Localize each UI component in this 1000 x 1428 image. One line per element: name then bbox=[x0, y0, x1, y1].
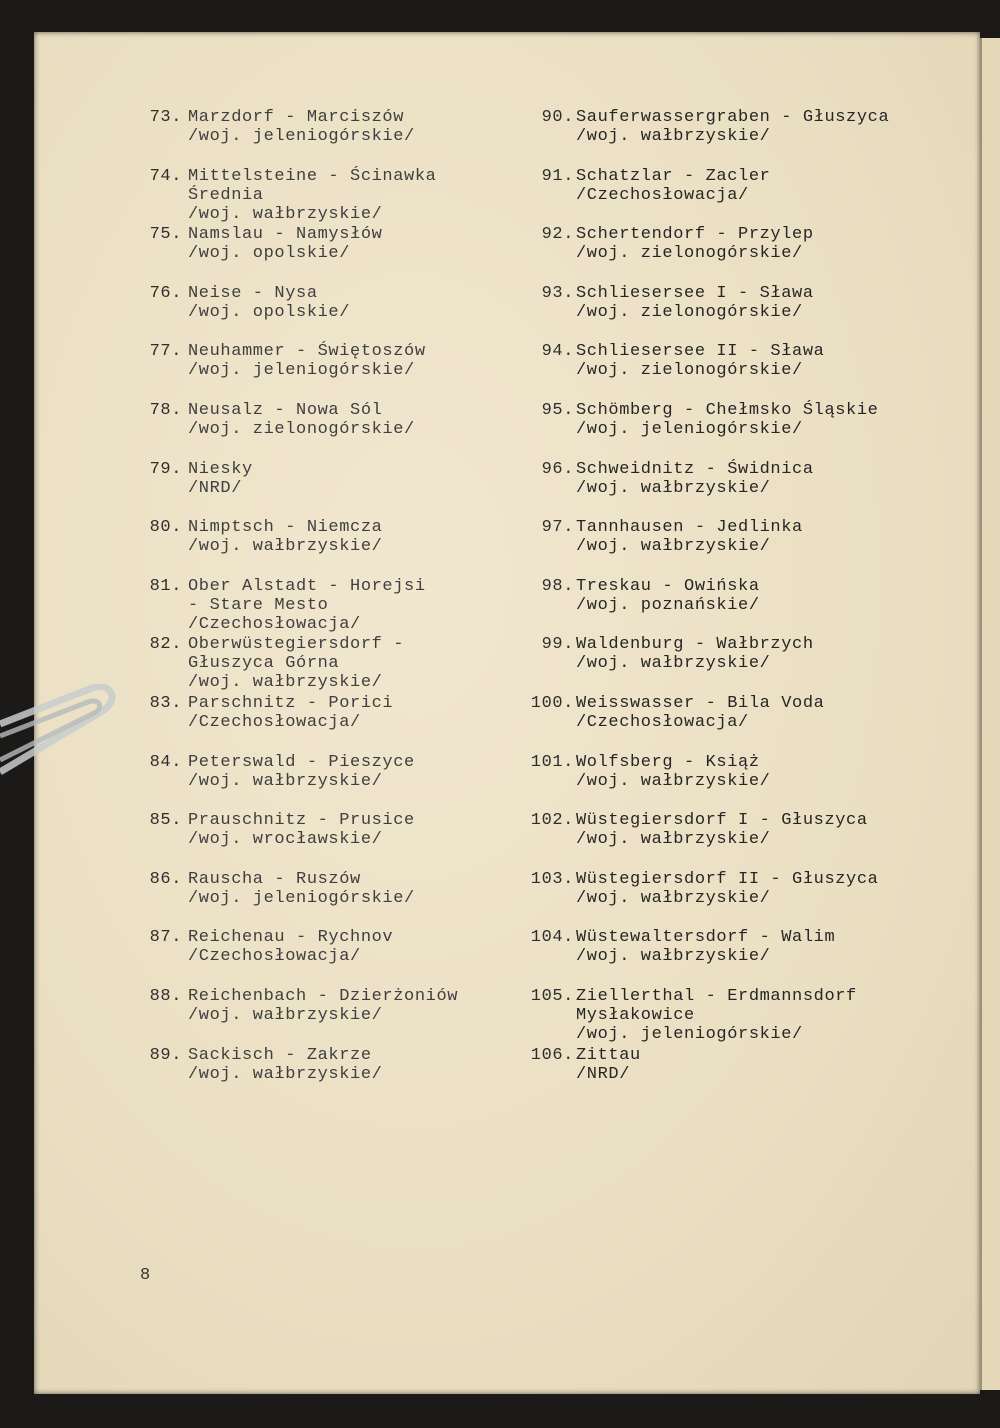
entry-line: /woj. wałbrzyskie/ bbox=[576, 127, 771, 146]
entry-line: Rauscha - Ruszów bbox=[188, 869, 361, 889]
entry-line: /woj. wałbrzyskie/ bbox=[576, 537, 771, 557]
right-column bbox=[526, 108, 946, 1104]
list-item bbox=[138, 694, 518, 753]
list-item bbox=[526, 460, 946, 519]
entry-line: /woj. zielonogórskie/ bbox=[576, 302, 803, 322]
entry-line: /Czechosłowacja/ bbox=[188, 712, 361, 732]
list-item bbox=[138, 928, 518, 987]
entry-number: 87. bbox=[149, 928, 182, 948]
page-number: 8 bbox=[140, 1266, 151, 1285]
entry-number: 97. bbox=[541, 518, 574, 538]
entry-line: Schertendorf - Przylep bbox=[576, 225, 814, 245]
list-item bbox=[138, 225, 518, 284]
entry-text bbox=[188, 635, 404, 692]
entry-number: 98. bbox=[541, 576, 574, 596]
list-item bbox=[526, 401, 946, 460]
entry-line: /woj. poznańskie/ bbox=[576, 595, 760, 615]
entry-number: 81. bbox=[149, 576, 182, 596]
entry-number: 83. bbox=[149, 693, 182, 713]
entry-text bbox=[576, 635, 814, 673]
entry-text bbox=[576, 167, 770, 205]
entry-line: /woj. wałbrzyskie/ bbox=[188, 204, 383, 224]
entry-text bbox=[188, 577, 426, 634]
list-item bbox=[138, 811, 518, 870]
left-column bbox=[138, 108, 518, 1104]
entry-number: 93. bbox=[541, 283, 574, 303]
entry-number: 89. bbox=[149, 1045, 182, 1065]
entry-line: Ober Alstadt - Horejsi bbox=[188, 576, 426, 596]
list-item bbox=[138, 635, 518, 694]
entry-text bbox=[188, 811, 415, 849]
entry-text bbox=[188, 401, 415, 439]
entry-line: Wüstewaltersdorf - Walim bbox=[576, 928, 836, 948]
entry-line: /NRD/ bbox=[188, 478, 243, 498]
entry-number: 102. bbox=[530, 811, 574, 831]
entry-line: Niesky bbox=[188, 459, 253, 479]
list-item bbox=[526, 987, 946, 1046]
list-item bbox=[138, 870, 518, 929]
entry-line: - Stare Mesto bbox=[188, 595, 329, 615]
entry-number: 80. bbox=[149, 518, 182, 538]
entry-number: 86. bbox=[149, 869, 182, 889]
entry-text bbox=[188, 928, 393, 966]
list-item bbox=[526, 928, 946, 987]
entry-line: /woj. wałbrzyskie/ bbox=[188, 673, 383, 693]
entry-line: Ziellerthal - Erdmannsdorf bbox=[576, 986, 857, 1006]
entry-line: /woj. jeleniogórskie/ bbox=[188, 127, 415, 146]
entry-text bbox=[188, 518, 382, 556]
entry-number: 95. bbox=[541, 400, 574, 420]
entry-line: /woj. jeleniogórskie/ bbox=[188, 888, 415, 908]
entry-text bbox=[576, 401, 878, 439]
entry-number: 103. bbox=[530, 869, 574, 889]
list-item bbox=[526, 811, 946, 870]
entry-number: 90. bbox=[541, 108, 574, 127]
entry-line: Wüstegiersdorf II - Głuszyca bbox=[576, 869, 879, 889]
entry-line: Schömberg - Chełmsko Śląskie bbox=[576, 400, 879, 420]
entry-text bbox=[576, 811, 868, 849]
entry-line: Reichenau - Rychnov bbox=[188, 928, 394, 948]
entry-line: /woj. wałbrzyskie/ bbox=[576, 771, 771, 791]
entry-line: /woj. jeleniogórskie/ bbox=[576, 1024, 803, 1044]
entry-line: /woj. zielonogórskie/ bbox=[188, 419, 415, 439]
adjacent-page-edge bbox=[980, 38, 1000, 1390]
entry-number: 105. bbox=[530, 986, 574, 1006]
entry-line: /woj. wałbrzyskie/ bbox=[188, 537, 383, 557]
list-item bbox=[526, 694, 946, 753]
entry-line: Nimptsch - Niemcza bbox=[188, 518, 383, 538]
list-item bbox=[138, 167, 518, 226]
entry-line: /woj. wrocławskie/ bbox=[188, 830, 383, 850]
entry-number: 73. bbox=[149, 108, 182, 127]
entry-number: 106. bbox=[530, 1045, 574, 1065]
entry-line: /woj. jeleniogórskie/ bbox=[188, 361, 415, 381]
list-item bbox=[138, 284, 518, 343]
entry-line: /woj. wałbrzyskie/ bbox=[188, 1064, 383, 1084]
list-item bbox=[138, 342, 518, 401]
entry-text bbox=[188, 460, 253, 498]
entry-number: 78. bbox=[149, 400, 182, 420]
entry-line: Neise - Nysa bbox=[188, 283, 318, 303]
entry-number: 76. bbox=[149, 283, 182, 303]
entry-number: 92. bbox=[541, 225, 574, 245]
list-item bbox=[138, 753, 518, 812]
entry-text bbox=[188, 1046, 382, 1084]
entry-line: Neuhammer - Świętoszów bbox=[188, 342, 426, 362]
entry-text bbox=[188, 987, 458, 1025]
entry-line: Sackisch - Zakrze bbox=[188, 1045, 372, 1065]
list-item bbox=[138, 987, 518, 1046]
entry-line: Weisswasser - Bila Voda bbox=[576, 693, 825, 713]
entry-line: Tannhausen - Jedlinka bbox=[576, 518, 803, 538]
entry-text bbox=[576, 928, 835, 966]
entry-line: /woj. wałbrzyskie/ bbox=[188, 771, 383, 791]
entry-line: /woj. wałbrzyskie/ bbox=[576, 478, 771, 498]
entry-text bbox=[188, 108, 415, 146]
entry-line: Schliesersee I - Sława bbox=[576, 283, 814, 303]
list-item bbox=[138, 518, 518, 577]
entry-line: Oberwüstegiersdorf - bbox=[188, 635, 405, 655]
entry-line: /Czechosłowacja/ bbox=[576, 712, 749, 732]
entry-number: 88. bbox=[149, 986, 182, 1006]
list-item bbox=[526, 108, 946, 167]
entry-line: Schweidnitz - Świdnica bbox=[576, 459, 814, 479]
entry-number: 82. bbox=[149, 635, 182, 655]
entry-text bbox=[576, 460, 814, 498]
entry-line: Sauferwassergraben - Głuszyca bbox=[576, 108, 890, 127]
list-item bbox=[138, 1046, 518, 1105]
paperclip-icon bbox=[0, 684, 120, 804]
entry-number: 99. bbox=[541, 635, 574, 655]
entry-number: 94. bbox=[541, 342, 574, 362]
list-item bbox=[526, 1046, 946, 1105]
list-item bbox=[138, 401, 518, 460]
entry-text bbox=[576, 284, 814, 322]
entry-line: /woj. wałbrzyskie/ bbox=[576, 888, 771, 908]
entry-number: 101. bbox=[530, 752, 574, 772]
entry-text bbox=[188, 694, 393, 732]
entry-number: 100. bbox=[530, 693, 574, 713]
entry-line: /Czechosłowacja/ bbox=[188, 947, 361, 967]
entry-line: Wolfsberg - Książ bbox=[576, 752, 760, 772]
entry-text bbox=[188, 342, 426, 380]
entry-text bbox=[576, 342, 824, 380]
entry-line: /woj. wałbrzyskie/ bbox=[188, 1005, 383, 1025]
entry-line: /woj. opolskie/ bbox=[188, 244, 351, 264]
entry-line: Peterswald - Pieszyce bbox=[188, 752, 415, 772]
entry-number: 96. bbox=[541, 459, 574, 479]
list-item bbox=[526, 577, 946, 636]
entry-line: Neusalz - Nowa Sól bbox=[188, 400, 383, 420]
entry-line: /NRD/ bbox=[576, 1064, 631, 1084]
entry-line: /woj. zielonogórskie/ bbox=[576, 244, 803, 264]
entry-line: /woj. wałbrzyskie/ bbox=[576, 947, 771, 967]
entry-number: 85. bbox=[149, 811, 182, 831]
list-item bbox=[526, 518, 946, 577]
entry-text bbox=[188, 284, 350, 322]
entry-text bbox=[576, 108, 889, 146]
entry-text bbox=[576, 518, 803, 556]
entry-text bbox=[576, 753, 770, 791]
entry-number: 75. bbox=[149, 225, 182, 245]
entry-text bbox=[576, 870, 878, 908]
entry-line: Prauschnitz - Prusice bbox=[188, 811, 415, 831]
entry-line: /woj. wałbrzyskie/ bbox=[576, 830, 771, 850]
list-item bbox=[138, 460, 518, 519]
entry-number: 84. bbox=[149, 752, 182, 772]
entry-line: Zittau bbox=[576, 1045, 641, 1065]
list-item bbox=[138, 577, 518, 636]
entry-number: 91. bbox=[541, 166, 574, 186]
entry-line: /woj. wałbrzyskie/ bbox=[576, 654, 771, 674]
entry-text bbox=[188, 225, 382, 263]
entry-line: /Czechosłowacja/ bbox=[576, 185, 749, 205]
entry-number: 77. bbox=[149, 342, 182, 362]
entry-line: Treskau - Owińska bbox=[576, 576, 760, 596]
entry-line: /woj. jeleniogórskie/ bbox=[576, 419, 803, 439]
list-item bbox=[526, 753, 946, 812]
entry-text bbox=[188, 167, 436, 224]
entry-text bbox=[576, 987, 857, 1044]
entry-line: Namslau - Namysłów bbox=[188, 225, 383, 245]
entry-text bbox=[576, 577, 760, 615]
entry-line: Głuszyca Górna bbox=[188, 654, 340, 674]
entry-text bbox=[576, 694, 824, 732]
entry-text bbox=[188, 870, 415, 908]
list-item bbox=[526, 225, 946, 284]
entry-text bbox=[576, 1046, 641, 1084]
entry-line: Schliesersee II - Sława bbox=[576, 342, 825, 362]
entry-line: Mysłakowice bbox=[576, 1005, 695, 1025]
list-item bbox=[526, 342, 946, 401]
entry-text bbox=[188, 753, 415, 791]
entry-line: /woj. zielonogórskie/ bbox=[576, 361, 803, 381]
entry-line: Reichenbach - Dzierżoniów bbox=[188, 986, 459, 1006]
entry-number: 74. bbox=[149, 166, 182, 186]
entry-line: Wüstegiersdorf I - Głuszyca bbox=[576, 811, 868, 831]
entry-number: 104. bbox=[530, 928, 574, 948]
list-item bbox=[138, 108, 518, 167]
entry-line: Schatzlar - Zacler bbox=[576, 166, 771, 186]
entry-line: /woj. opolskie/ bbox=[188, 302, 351, 322]
entry-line: Średnia bbox=[188, 185, 264, 205]
entry-line: Mittelsteine - Ścinawka bbox=[188, 166, 437, 186]
entry-line: Marzdorf - Marciszów bbox=[188, 108, 405, 127]
list-item bbox=[526, 167, 946, 226]
entry-line: Parschnitz - Porici bbox=[188, 693, 394, 713]
list-item bbox=[526, 870, 946, 929]
entry-line: /Czechosłowacja/ bbox=[188, 614, 361, 634]
list-item bbox=[526, 284, 946, 343]
list-item bbox=[526, 635, 946, 694]
entry-line: Waldenburg - Wałbrzych bbox=[576, 635, 814, 655]
entry-number: 79. bbox=[149, 459, 182, 479]
entry-text bbox=[576, 225, 814, 263]
